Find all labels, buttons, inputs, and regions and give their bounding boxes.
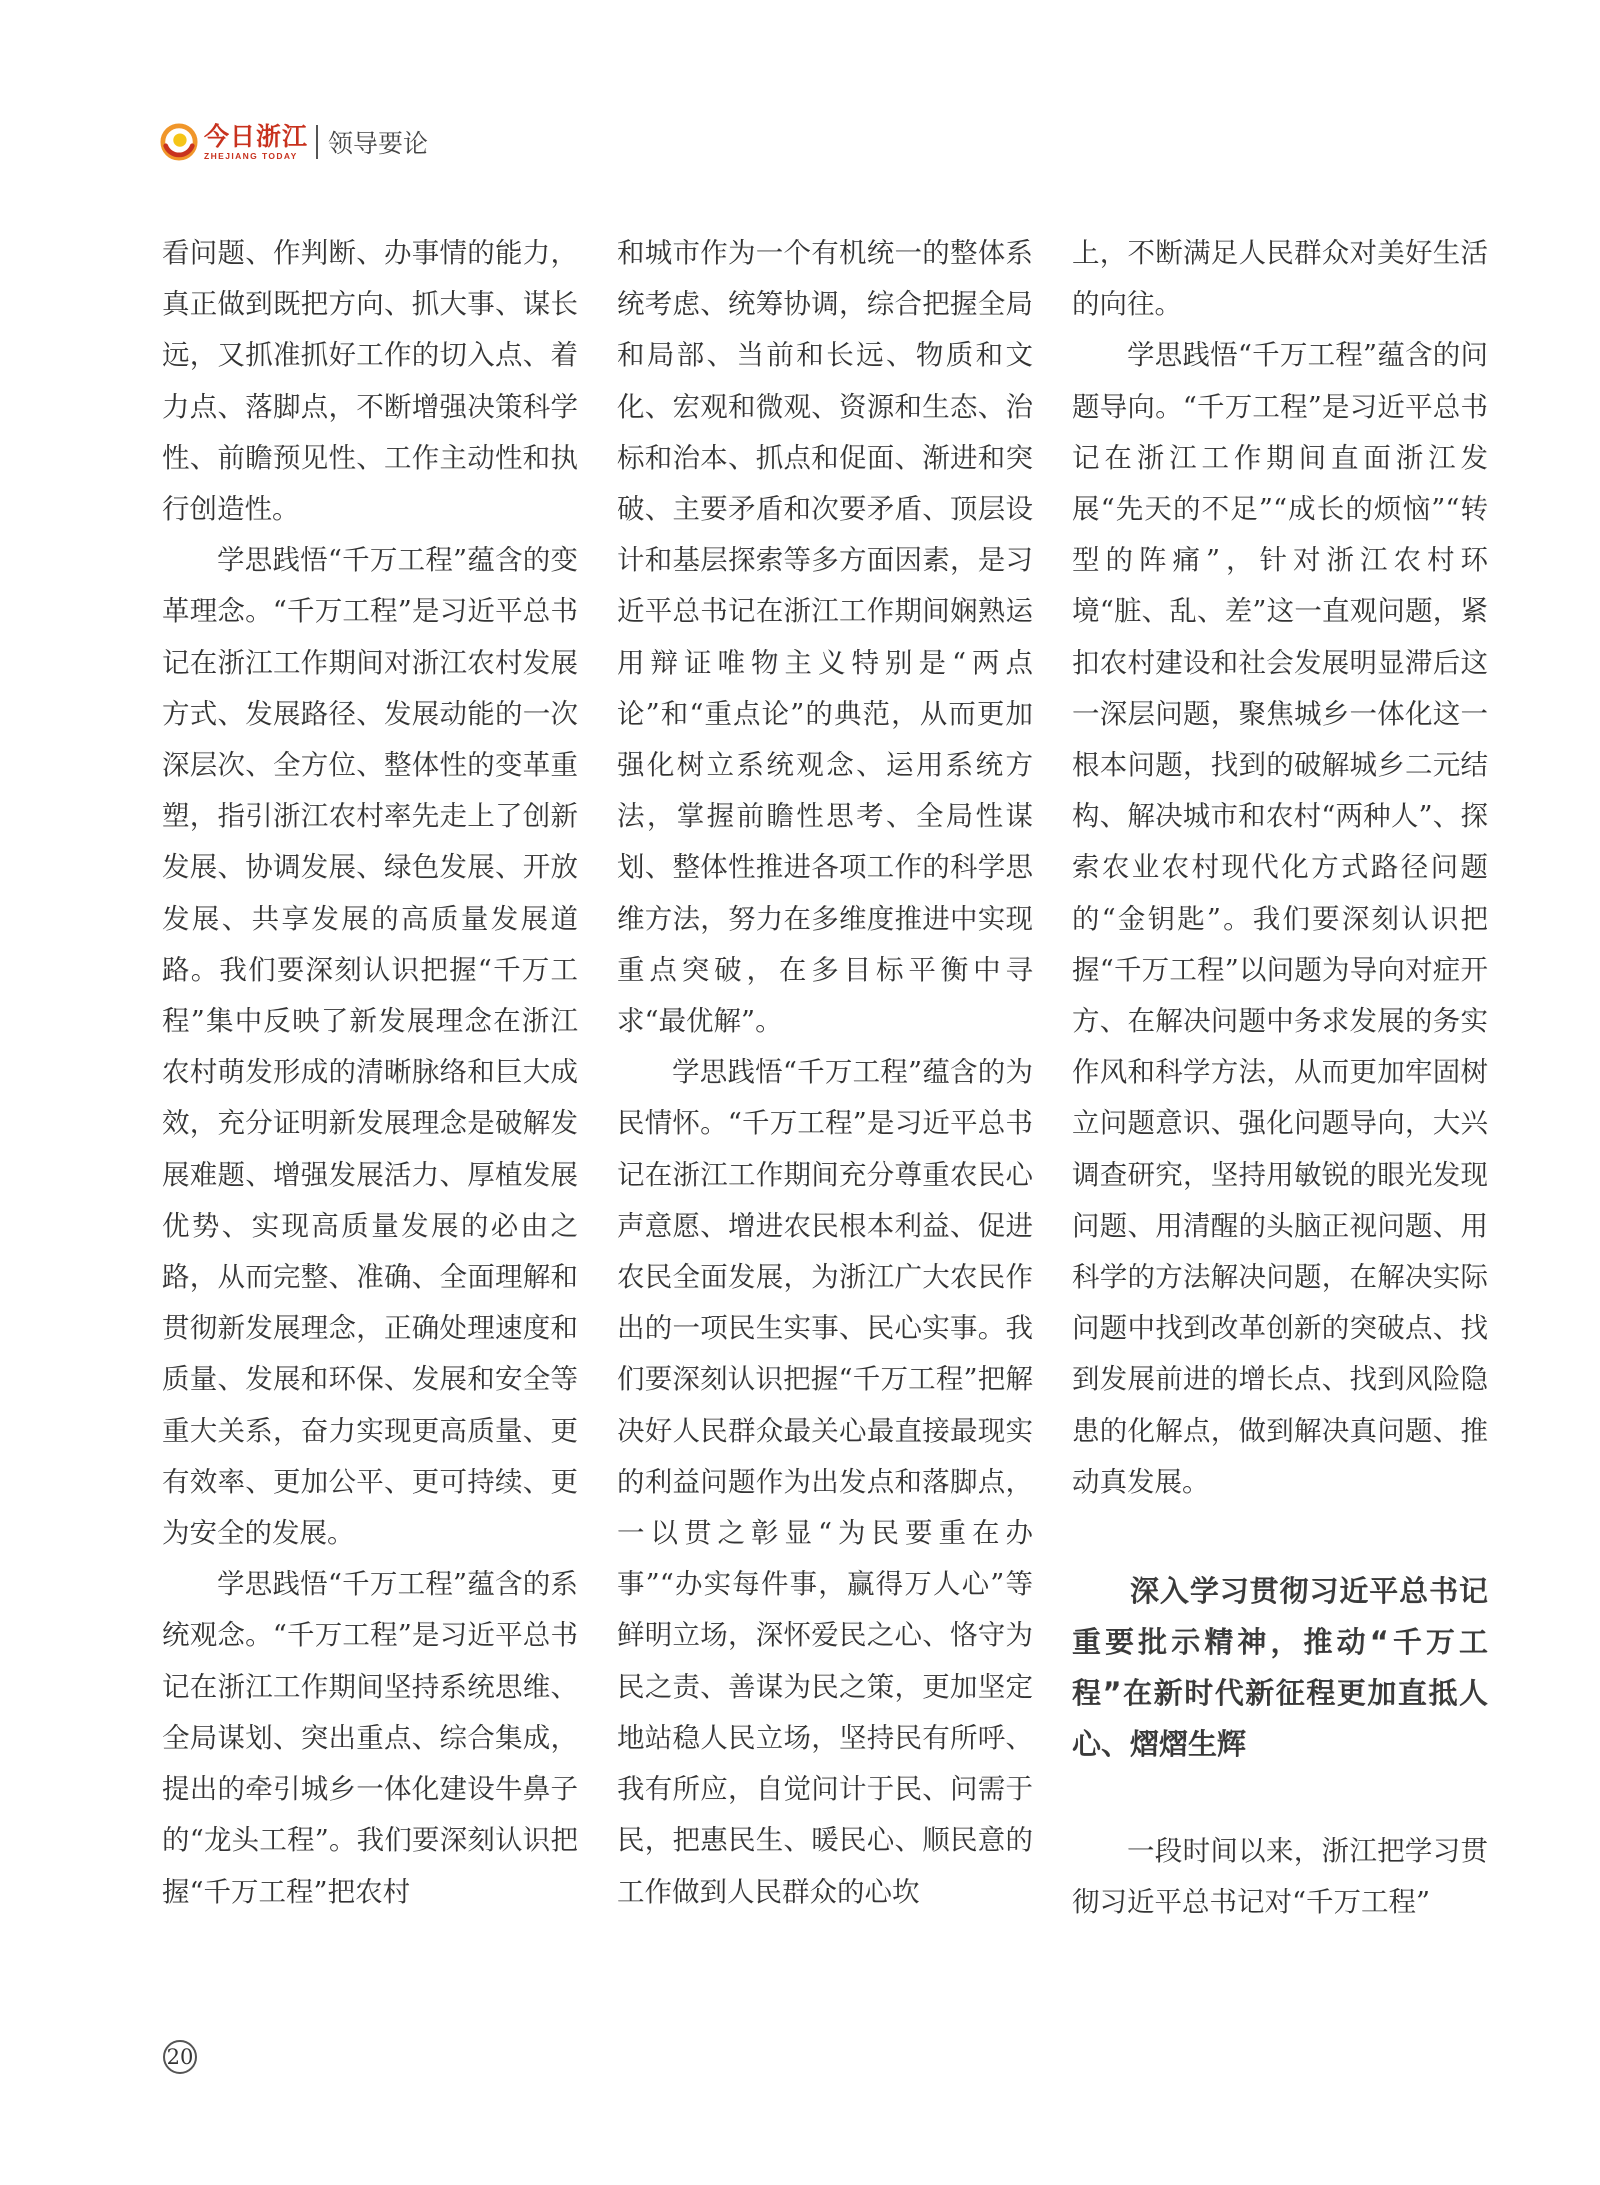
page-number: 20 [163,2040,197,2074]
logo-chinese-text: 今日浙江 [204,121,309,151]
paragraph: 一段时间以来，浙江把学习贯彻习近平总书记对“千万工程” [1072,1835,1488,1919]
text-column-1 [162,228,578,1918]
header-divider [316,125,318,159]
paragraph: 学思践悟“千万工程”蕴含的系统观念。“千万工程”是习近平总书记在浙江工作期间坚持系统思维、全局谋划、突出重点、综合集成，提出的牵引城乡一体化建设牛鼻子的“龙头工程”。我们要深刻认识把握“千万工程”把农村 [162,1568,578,1908]
paragraph: 和城市作为一个有机统一的整体系统考虑、统筹协调，综合把握全局和局部、当前和长远、物质和文化、宏观和微观、资源和生态、治标和治本、抓点和促面、渐进和突破、主要矛盾和次要矛盾、顶层设计和基层探索等多方面因素，是习近平总书记在浙江工作期间娴熟运用辩证唯物主义特别是“两点论”和“重点论”的典范，从而更加强化树立系统观念、运用系统方法，掌握前瞻性思考、全局性谋划、整体性推进各项工作的科学思维方法，努力在多维度推进中实现重点突破，在多目标平衡中寻求“最优解”。 [617,237,1033,1038]
paragraph: 看问题、作判断、办事情的能力，真正做到既把方向、抓大事、谋长远，又抓准抓好工作的切入点、着力点、落脚点，不断增强决策科学性、前瞻预见性、工作主动性和执行创造性。 [162,237,578,526]
section-subheading: 深入学习贯彻习近平总书记重要批示精神，推动“千万工程”在新时代新征程更加直抵人心、熠熠生辉 [1072,1574,1488,1762]
text-column-3 [1072,228,1488,1928]
paragraph: 学思践悟“千万工程”蕴含的问题导向。“千万工程”是习近平总书记在浙江工作期间直面浙江发展“先天的不足”“成长的烦恼”“转型的阵痛”，针对浙江农村环境“脏、乱、差”这一直观问题，紧扣农村建设和社会发展明显滞后这一深层问题，聚焦城乡一体化这一根本问题，找到的破解城乡二元结构、解决城市和农村“两种人”、探索农业农村现代化方式路径问题的“金钥匙”。我们要深刻认识把握“千万工程”以问题为导向对症开方、在解决问题中务求发展的务实作风和科学方法，从而更加牢固树立问题意识、强化问题导向，大兴调查研究，坚持用敏锐的眼光发现问题、用清醒的头脑正视问题、用科学的方法解决问题，在解决实际问题中找到改革创新的突破点、找到发展前进的增长点、找到风险隐患的化解点，做到解决真问题、推动真发展。 [1072,339,1488,1498]
logo-english-text: ZHEJIANG TODAY [204,150,298,161]
page-header [160,116,428,168]
paragraph: 学思践悟“千万工程”蕴含的为民情怀。“千万工程”是习近平总书记在浙江工作期间充分尊重农民心声意愿、增进农民根本利益、促进农民全面发展，为浙江广大农民作出的一项民生实事、民心实事。我们要深刻认识把握“千万工程”把解决好人民群众最关心最直接最现实的利益问题作为出发点和落脚点，一以贯之彰显“为民要重在办事”“办实每件事，赢得万人心”等鲜明立场，深怀爱民之心、恪守为民之责、善谋为民之策，更加坚定地站稳人民立场，坚持民有所呼、我有所应，自觉问计于民、问需于民，把惠民生、暖民心、顺民意的工作做到人民群众的心坎 [617,1056,1033,1908]
magazine-logo [160,123,308,161]
swirl-logo-icon [160,123,198,161]
paragraph: 上，不断满足人民群众对美好生活的向往。 [1072,237,1488,321]
paragraph: 学思践悟“千万工程”蕴含的变革理念。“千万工程”是习近平总书记在浙江工作期间对浙江农村发展方式、发展路径、发展动能的一次深层次、全方位、整体性的变革重塑，指引浙江农村率先走上了创新发展、协调发展、绿色发展、开放发展、共享发展的高质量发展道路。我们要深刻认识把握“千万工程”集中反映了新发展理念在浙江农村萌发形成的清晰脉络和巨大成效，充分证明新发展理念是破解发展难题、增强发展活力、厚植发展优势、实现高质量发展的必由之路，从而完整、准确、全面理解和贯彻新发展理念，正确处理速度和质量、发展和环保、发展和安全等重大关系，奋力实现更高质量、更有效率、更加公平、更可持续、更为安全的发展。 [162,544,578,1550]
text-column-2 [617,228,1033,1918]
section-label: 领导要论 [328,129,429,158]
